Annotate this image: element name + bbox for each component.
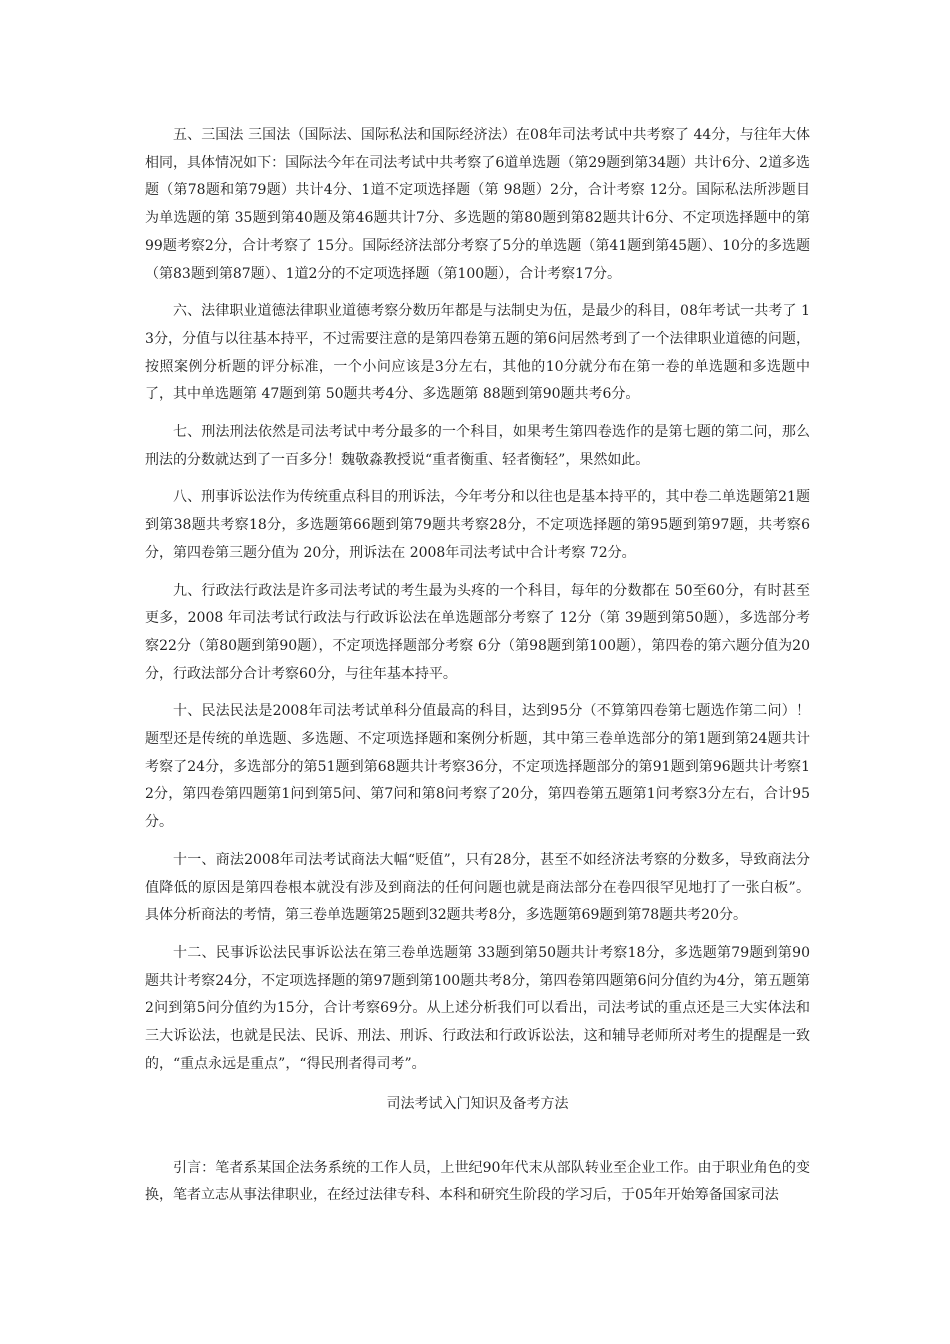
paragraph-international-law: 五、三国法 三国法（国际法、国际私法和国际经济法）在08年司法考试中共考察了 44分，与往年大体相同，具体情况如下：国际法今年在司法考试中共考察了6道单选题（第29题到第34题）共计6分、2道多选题（第78题和第79题）共计4分、1道不定项选择题（第 98题）2分，合计考察 12分。国际私法所涉题目为单选题的第 35题到第40题及第46题共计7分、多选题的第80题到第82题共计6分、不定项选择题中的第99题考察2分，合计考察了 15分。国际经济法部分考察了5分的单选题（第41题到第45题）、10分的多选题（第83题到第87题）、1道2分的不定项选择题（第100题），合计考察17分。 <box>145 127 810 282</box>
paragraph-criminal-law: 七、刑法刑法依然是司法考试中考分最多的一个科目，如果考生第四卷选作的是第七题的第二问，那么刑法的分数就达到了一百多分！魏敬淼教授说“重者衡重、轻者衡轻”，果然如此。 <box>145 424 810 468</box>
paragraph-administrative-law: 九、行政法行政法是许多司法考试的考生最为头疼的一个科目，每年的分数都在 50至60分，有时甚至更多，2008 年司法考试行政法与行政诉讼法在单选题部分考察了 12分（第 39题到第50题），多选部分考察22分（第80题到第90题），不定项选择题部分考察 6分（第98题到第100题），第四卷的第六题分值为20分，行政法部分合计考察60分，与往年基本持平。 <box>145 582 810 682</box>
paragraph-legal-ethics: 六、法律职业道德法律职业道德考察分数历年都是与法制史为伍，是最少的科目，08年考试一共考了 13分，分值与以往基本持平，不过需要注意的是第四卷第五题的第6问居然考到了一个法律职业道德的问题，按照案例分析题的评分标准，一个小问应该是3分左右，其他的10分就分布在第一卷的单选题和多选题中了，其中单选题第 47题到第 50题共考4分、多选题第 88题到第90题共考6分。 <box>145 303 810 403</box>
paragraph-civil-procedure: 十二、民事诉讼法民事诉讼法在第三卷单选题第 33题到第50题共计考察18分，多选题第79题到第90题共计考察24分，不定项选择题的第97题到第100题共考8分，第四卷第四题第6问分值约为4分，第五题第2问到第5问分值约为15分，合计考察69分。从上述分析我们可以看出，司法考试的重点还是三大实体法和三大诉讼法，也就是民法、民诉、刑法、刑诉、行政法和行政诉讼法，这和辅导老师所对考生的提醒是一致的，“重点永远是重点”，“得民刑者得司考”。 <box>145 944 810 1072</box>
paragraph-criminal-procedure: 八、刑事诉讼法作为传统重点科目的刑诉法，今年考分和以往也是基本持平的，其中卷二单选题第21题到第38题共考察18分，多选题第66题到第79题共考察28分，不定项选择题的第95题到第97题，共考察6分，第四卷第三题分值为 20分，刑诉法在 2008年司法考试中合计考察 72分。 <box>145 489 810 561</box>
paragraph-civil-law: 十、民法民法是2008年司法考试单科分值最高的科目，达到95分（不算第四卷第七题选作第二问）！题型还是传统的单选题、多选题、不定项选择题和案例分析题，其中第三卷单选部分的第1题到第24题共计考察了24分，多选部分的第51题到第68题共计考察36分，不定项选择题部分的第91题到第96题共计考察12分，第四卷第四题第1问到第5问、第7问和第8问考察了20分，第四卷第五题第1问考察3分左右，合计95分。 <box>145 703 810 831</box>
document-body <box>145 122 810 1210</box>
paragraph-commercial-law: 十一、商法2008年司法考试商法大幅“贬值”，只有28分，甚至不如经济法考察的分数多，导致商法分值降低的原因是第四卷根本就没有涉及到商法的任何问题也就是商法部分在卷四很罕见地打了一张白板”。具体分析商法的考情，第三卷单选题第25题到32题共考8分，多选题第69题到第78题共考20分。 <box>145 851 810 924</box>
intro-paragraph: 引言：笔者系某国企法务系统的工作人员，上世纪90年代末从部队转业至企业工作。由于职业角色的变换，笔者立志从事法律职业，在经过法律专科、本科和研究生阶段的学习后，于05年开始筹备国家司法 <box>145 1159 810 1204</box>
section-heading: 司法考试入门知识及备考方法 <box>386 1095 569 1112</box>
